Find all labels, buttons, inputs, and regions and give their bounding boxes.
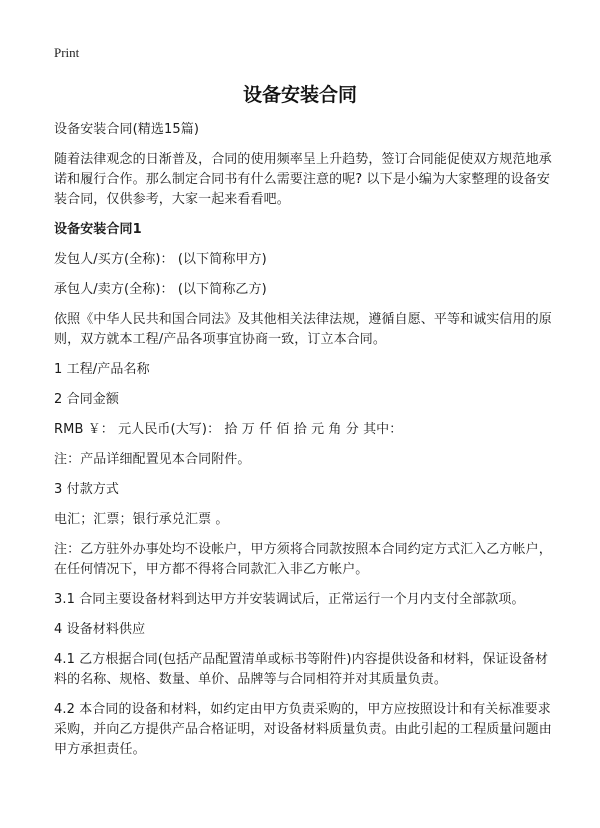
amount-line: RMB ￥： 元人民币(大写)： 拾 万 仟 佰 拾 元 角 分 其中： bbox=[54, 422, 403, 437]
print-link[interactable]: Print bbox=[54, 45, 80, 60]
party-b-line: 承包人/卖方(全称)： (以下简称乙方) bbox=[54, 282, 267, 297]
document-body bbox=[54, 120, 554, 770]
preamble-paragraph: 依照《中华人民共和国合同法》及其他相关法律法规，遵循自愿、平等和诚实信用的原则，双方就本工程/产品各项事宜协商一致，订立本合同。 bbox=[54, 312, 552, 347]
clause-3-heading: 3 付款方式 bbox=[54, 482, 120, 497]
clause-2-heading: 2 合同金额 bbox=[54, 392, 120, 407]
party-a-line: 发包人/买方(全称)： (以下简称甲方) bbox=[54, 252, 267, 267]
clause-1-heading: 1 工程/产品名称 bbox=[54, 362, 150, 377]
clause-4-heading: 4 设备材料供应 bbox=[54, 622, 146, 637]
clause-4-2: 4.2 本合同的设备和材料，如约定由甲方负责采购的，甲方应按照设计和有关标准要求采购，并向乙方提供产品合格证明，对设备材料质量负责。由此引起的工程质量问题由甲方承担责任。 bbox=[54, 702, 552, 757]
section-heading: 设备安装合同1 bbox=[54, 222, 142, 237]
config-note: 注：产品详细配置见本合同附件。 bbox=[54, 452, 251, 467]
payment-note: 注：乙方驻外办事处均不设帐户，甲方须将合同款按照本合同约定方式汇入乙方帐户，在任何情况下，甲方都不得将合同款汇入非乙方帐户。 bbox=[54, 542, 552, 577]
clause-4-1: 4.1 乙方根据合同(包括产品配置清单或标书等附件)内容提供设备和材料，保证设备材料的名称、规格、数量、单价、品牌等与合同相符并对其质量负责。 bbox=[54, 652, 549, 687]
clause-3-1: 3.1 合同主要设备材料到达甲方并安装调试后，正常运行一个月内支付全部款项。 bbox=[54, 592, 525, 607]
document-subtitle: 设备安装合同(精选15篇) bbox=[54, 122, 199, 137]
intro-paragraph: 随着法律观念的日渐普及，合同的使用频率呈上升趋势，签订合同能促使双方规范地承诺和履行合作。那么制定合同书有什么需要注意的呢? 以下是小编为大家整理的设备安装合同，仅供参考，大家一起来看看吧。 bbox=[54, 152, 552, 207]
document-title: 设备安装合同 bbox=[242, 84, 357, 106]
payment-methods: 电汇；汇票；银行承兑汇票 。 bbox=[54, 512, 229, 527]
